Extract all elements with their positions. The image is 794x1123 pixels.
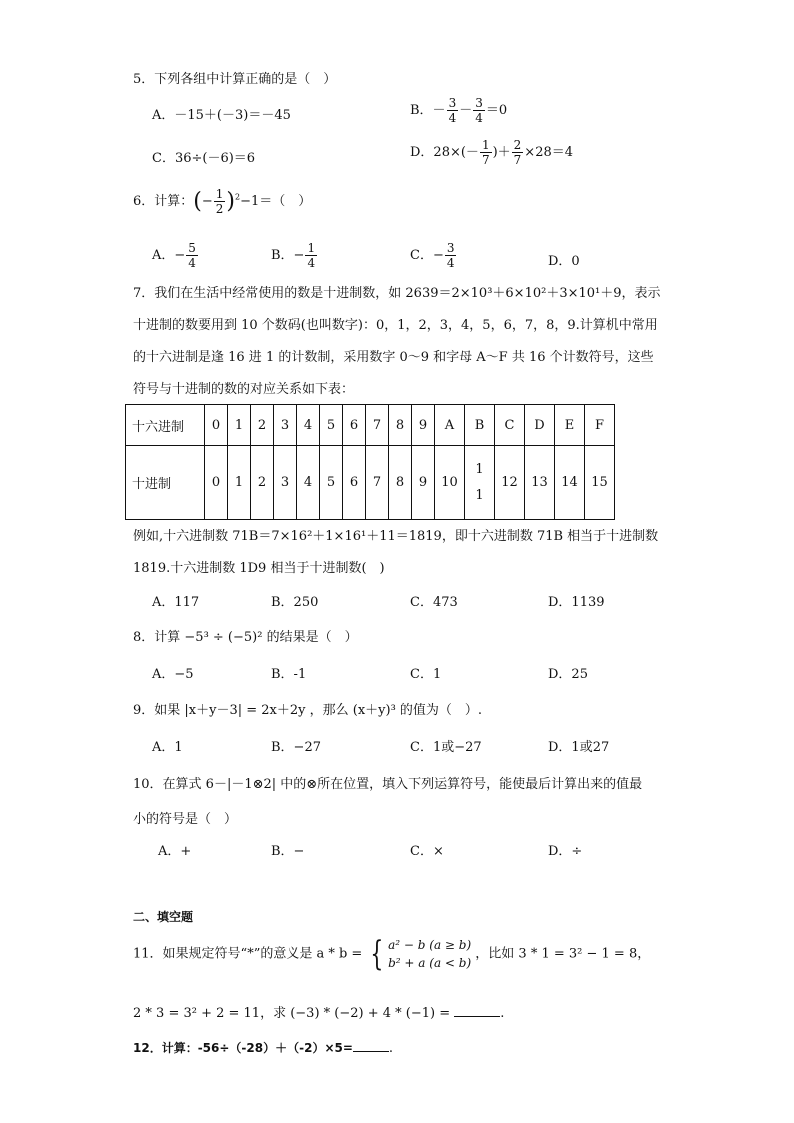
table-cell: 4 bbox=[297, 446, 320, 520]
table-cell: E bbox=[555, 405, 585, 446]
table-cell: 14 bbox=[555, 446, 585, 520]
q6-option-d: D．0 bbox=[548, 254, 580, 269]
table-cell: 12 bbox=[495, 446, 525, 520]
q9-stem: 9．如果 |x＋y－3| = 2x＋2y ，那么 (x＋y)³ 的值为（ ）. bbox=[133, 703, 483, 718]
table-cell: 6 bbox=[343, 446, 366, 520]
table-cell: 1 bbox=[228, 446, 251, 520]
q8-option-d: D．25 bbox=[548, 667, 588, 682]
q6-stem: 6．计算：(− $\frac{1}{2}$ )$^2$−1＝（ ） bbox=[133, 187, 312, 216]
answer-blank[interactable] bbox=[353, 1039, 389, 1052]
table-cell: 0 bbox=[205, 405, 228, 446]
q9-option-d: D．1或27 bbox=[548, 740, 610, 755]
q7-example: 例如,十六进制数 71B＝7×16²＋1×16¹＋11＝1819，即十六进制数 71B 相当于十进制数 1819.十六进制数 1D9 相当于十进制数( ) bbox=[133, 529, 659, 576]
table-header-hex: 十六进制 bbox=[126, 405, 205, 446]
q7-option-a: A．117 bbox=[152, 595, 200, 610]
q7-option-b: B．250 bbox=[271, 595, 319, 610]
q9-option-b: B．−27 bbox=[271, 740, 321, 755]
table-row bbox=[126, 446, 615, 520]
q5-option-b: B．－ $\frac{3}{4}$ － $\frac{3}{4}$ ＝0 bbox=[410, 96, 508, 125]
table-cell: 2 bbox=[251, 405, 274, 446]
table-cell: 9 bbox=[412, 446, 435, 520]
q10-stem-line2: 小的符号是（ ） bbox=[133, 812, 238, 827]
q5-option-c: C．36÷(－6)＝6 bbox=[152, 151, 256, 166]
q6-option-a: A．− $\frac{5}{4}$ bbox=[152, 241, 196, 270]
table-cell: 1 bbox=[228, 405, 251, 446]
q5-option-a: A．－15＋(－3)＝－45 bbox=[152, 108, 291, 123]
q5-stem: 5．下列各组中计算正确的是（ ） bbox=[133, 72, 337, 87]
q7-option-c: C．473 bbox=[410, 595, 458, 610]
q6-option-c: C．− $\frac{3}{4}$ bbox=[410, 241, 455, 270]
q10-option-a: A．+ bbox=[158, 844, 192, 859]
q11-line2: 2 * 3 = 3² + 2 = 11，求 (−3) * (−2) + 4 * (−1) = . bbox=[133, 1006, 505, 1021]
q6-option-b: B．− $\frac{1}{4}$ bbox=[271, 241, 316, 270]
table-cell: C bbox=[495, 405, 525, 446]
q9-option-c: C．1或−27 bbox=[410, 740, 482, 755]
q8-option-b: B．-1 bbox=[271, 667, 307, 682]
table-cell: 3 bbox=[274, 405, 297, 446]
table-cell: 5 bbox=[320, 405, 343, 446]
table-header-decimal: 十进制 bbox=[126, 446, 205, 520]
hex-decimal-table bbox=[125, 404, 615, 520]
table-cell: B bbox=[465, 405, 495, 446]
table-cell: 5 bbox=[320, 446, 343, 520]
table-cell: D bbox=[525, 405, 555, 446]
table-cell: 0 bbox=[205, 446, 228, 520]
section-title: 二、填空题 bbox=[133, 910, 194, 924]
q12-stem: 12．计算：-56÷（-28）＋（-2）×5= . bbox=[133, 1041, 394, 1056]
q10-option-b: B．− bbox=[271, 844, 305, 859]
table-cell: 13 bbox=[525, 446, 555, 520]
answer-blank[interactable] bbox=[454, 1004, 500, 1017]
table-cell: A bbox=[435, 405, 465, 446]
q8-stem: 8．计算 −5³ ÷ (−5)² 的结果是（ ） bbox=[133, 630, 358, 645]
table-row bbox=[126, 405, 615, 446]
table-cell: 10 bbox=[435, 446, 465, 520]
table-cell: 1 1 bbox=[465, 446, 495, 520]
table-cell: 8 bbox=[389, 405, 412, 446]
q7-option-d: D．1139 bbox=[548, 595, 605, 610]
q11-stem: 11．如果规定符号“*”的意义是 a * b = { a² − b (a ≥ b) b² + a (a < b) ，比如 3 * 1 = 3² − 1 = 8， bbox=[133, 934, 651, 974]
table-cell: 7 bbox=[366, 405, 389, 446]
table-cell: 4 bbox=[297, 405, 320, 446]
table-cell: 6 bbox=[343, 405, 366, 446]
q8-option-c: C．1 bbox=[410, 667, 442, 682]
table-cell: 2 bbox=[251, 446, 274, 520]
q5-option-d: D．28×(－ $\frac{1}{7}$ )＋ $\frac{2}{7}$ ×28＝4 bbox=[410, 138, 574, 167]
table-cell: 15 bbox=[585, 446, 615, 520]
q10-option-d: D．÷ bbox=[548, 844, 583, 859]
q7-paragraph: 7．我们在生活中经常使用的数是十进制数，如 2639＝2×10³＋6×10²＋3×10¹＋9，表示十进制的数要用到 10 个数码(也叫数字)：0，1，2，3，4，5，6，7，8，9.计算机中常用的十六进制是逢 16 进 1 的计数制，采用数字 0～9 和字母 A～F 共 16 个计数符号，这些符号与十进制的数的对应关系如下表： bbox=[133, 286, 661, 397]
q10-option-c: C．× bbox=[410, 844, 444, 859]
table-cell: 3 bbox=[274, 446, 297, 520]
q9-option-a: A．1 bbox=[152, 740, 183, 755]
table-cell: 8 bbox=[389, 446, 412, 520]
q10-stem-line1: 10．在算式 6－|－1⊗2| 中的⊗所在位置，填入下列运算符号，能使最后计算出来的值最 bbox=[133, 777, 643, 792]
table-cell: 7 bbox=[366, 446, 389, 520]
table-cell: F bbox=[585, 405, 615, 446]
table-cell: 9 bbox=[412, 405, 435, 446]
q8-option-a: A．−5 bbox=[152, 667, 194, 682]
